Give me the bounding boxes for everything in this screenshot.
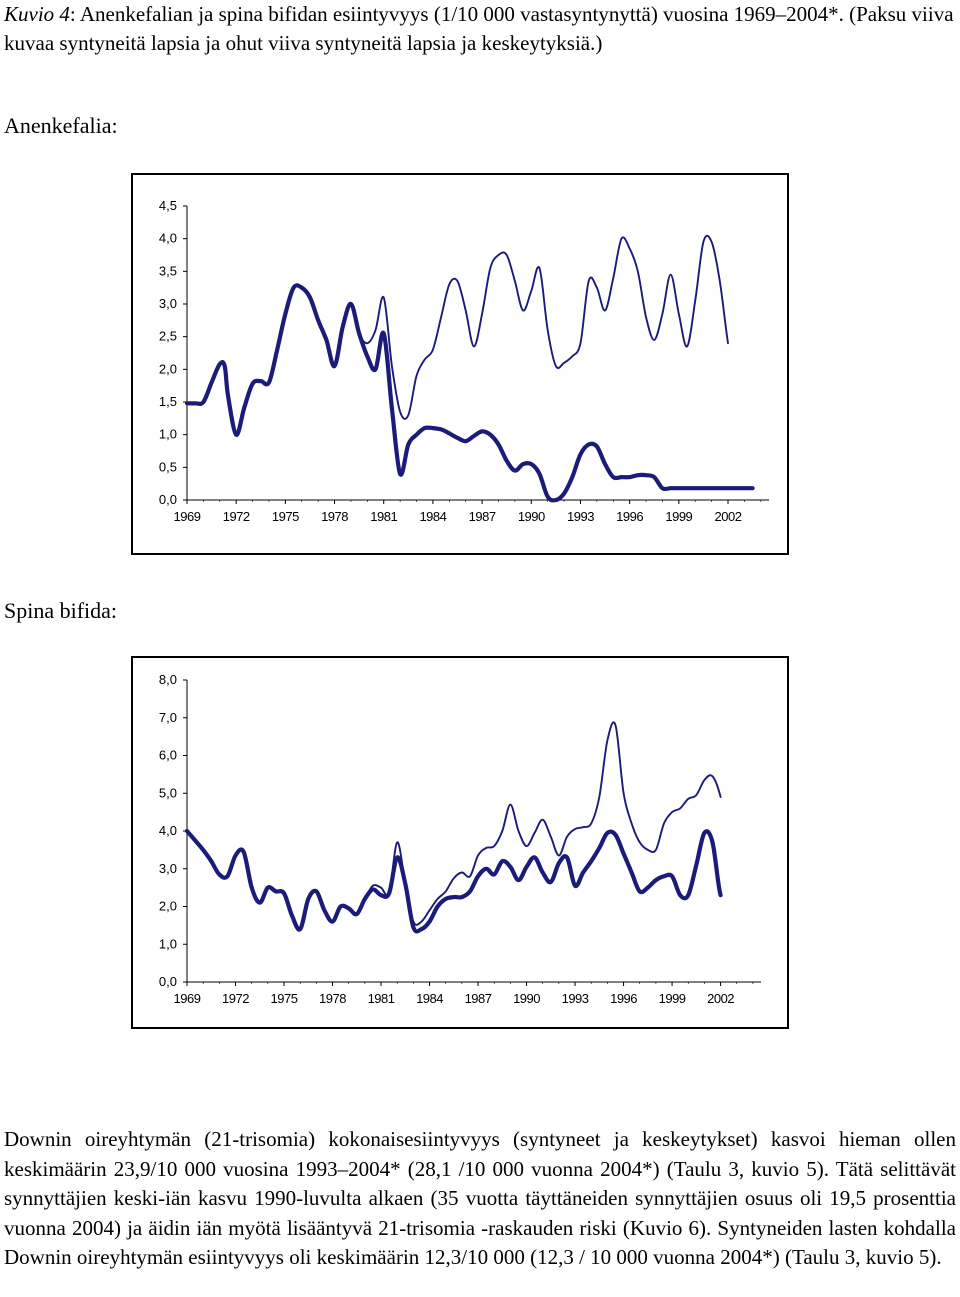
- anencephaly-y-tick-label: 0,0: [158, 492, 177, 507]
- spina-bifida-x-tick-label: 1969: [173, 991, 201, 1006]
- spina-bifida-y-tick-label: 2,0: [158, 898, 177, 914]
- anencephaly-x-tick-label: 1975: [271, 509, 299, 524]
- anencephaly-series-thick-line: [187, 285, 753, 500]
- anencephaly-y-tick-label: 4,0: [158, 230, 177, 246]
- anencephaly-y-tick-label: 1,0: [158, 426, 177, 442]
- spina-bifida-y-tick-label: 6,0: [158, 747, 177, 763]
- anencephaly-x-tick-label: 1999: [665, 509, 693, 524]
- body-paragraph: Downin oireyhtymän (21-trisomia) kokonaisesiintyvyys (syntyneet ja keskeytykset) kasvoi hieman ollen keskimäärin 23,9/10 000 vuosina 1993–2004* (28,1 /10 000 vuonna 2004*) (Taulu 3, kuvio 5). Tätä selittävät synnyttäjien keski-iän kasvu 1990-luvulta alkaen (35 vuotta täyttäneiden synnyttäjien osuus oli 19,5 prosenttia vuonna 2004) ja äidin iän myötä lisääntyvä 21-trisomia -raskauden riski (Kuvio 6). Syntyneiden lasten kohdalla Downin oireyhtymän esiintyvyys oli keskimäärin 12,3/10 000 (12,3 / 10 000 vuonna 2004*) (Taulu 3, kuvio 5).: [4, 1127, 956, 1269]
- spina-bifida-y-tick-label: 1,0: [158, 936, 177, 952]
- spina-bifida-x-tick-label: 1984: [416, 991, 443, 1006]
- spina-bifida-x-tick-label: 1981: [367, 991, 395, 1006]
- anencephaly-y-tick-label: 1,5: [158, 394, 177, 409]
- spina-bifida-x-tick-label: 1987: [464, 991, 492, 1006]
- anencephaly-x-tick-label: 1990: [517, 509, 545, 524]
- spina-bifida-x-tick-label: 1993: [561, 991, 589, 1006]
- anencephaly-x-tick-label: 1972: [222, 509, 250, 524]
- anencephaly-x-tick-label: 1969: [173, 509, 201, 524]
- spina-bifida-y-tick-label: 0,0: [158, 974, 177, 989]
- anencephaly-x-tick-label: 1984: [419, 509, 447, 524]
- spina-bifida-x-tick-label: 1975: [270, 991, 298, 1006]
- anencephaly-series-thin-line: [187, 236, 728, 435]
- spina-bifida-y-tick-label: 4,0: [158, 823, 177, 838]
- spina-bifida-series-thick-line: [187, 831, 721, 931]
- figure-caption-label: Kuvio 4: [4, 2, 70, 26]
- anencephaly-chart: [131, 173, 789, 555]
- anencephaly-y-tick-label: 4,5: [158, 198, 177, 213]
- spina-bifida-x-tick-label: 1996: [610, 991, 638, 1006]
- anencephaly-x-tick-label: 1987: [468, 509, 496, 524]
- spina-bifida-x-tick-label: 1978: [319, 991, 346, 1006]
- anencephaly-y-tick-label: 0,5: [158, 459, 177, 475]
- spina-bifida-section-title: Spina bifida:: [4, 598, 118, 623]
- anencephaly-section-title: Anenkefalia:: [4, 113, 118, 138]
- anencephaly-y-tick-label: 3,0: [158, 296, 177, 311]
- spina-bifida-chart-svg: [133, 658, 791, 1031]
- spina-bifida-x-tick-label: 1999: [658, 991, 686, 1006]
- spina-bifida-x-tick-label: 1972: [222, 991, 249, 1006]
- anencephaly-x-tick-label: 2002: [714, 509, 742, 524]
- anencephaly-x-tick-label: 1981: [370, 509, 398, 524]
- spina-bifida-y-tick-label: 8,0: [158, 672, 177, 687]
- anencephaly-y-tick-label: 2,0: [158, 361, 177, 377]
- spina-bifida-x-tick-label: 1990: [513, 991, 541, 1006]
- anencephaly-x-tick-label: 1993: [567, 509, 594, 524]
- figure-caption-text: : Anenkefalian ja spina bifidan esiintyvyys (1/10 000 vastasyntynyttä) vuosina 1969–2004*. (Paksu viiva kuvaa syntyneitä lapsia ja ohut viiva syntyneitä lapsia ja keskeytyksiä.): [4, 2, 954, 55]
- anencephaly-x-tick-label: 1978: [321, 509, 349, 524]
- anencephaly-y-tick-label: 3,5: [158, 263, 177, 279]
- spina-bifida-y-tick-label: 5,0: [158, 785, 177, 801]
- figure-caption: [4, 0, 954, 58]
- spina-bifida-y-tick-label: 3,0: [158, 860, 177, 876]
- spina-bifida-chart: [131, 656, 789, 1029]
- spina-bifida-x-tick-label: 2002: [707, 991, 735, 1006]
- anencephaly-chart-svg: [133, 175, 791, 557]
- anencephaly-x-tick-label: 1996: [616, 509, 644, 524]
- anencephaly-y-tick-label: 2,5: [158, 328, 177, 344]
- spina-bifida-y-tick-label: 7,0: [158, 709, 177, 725]
